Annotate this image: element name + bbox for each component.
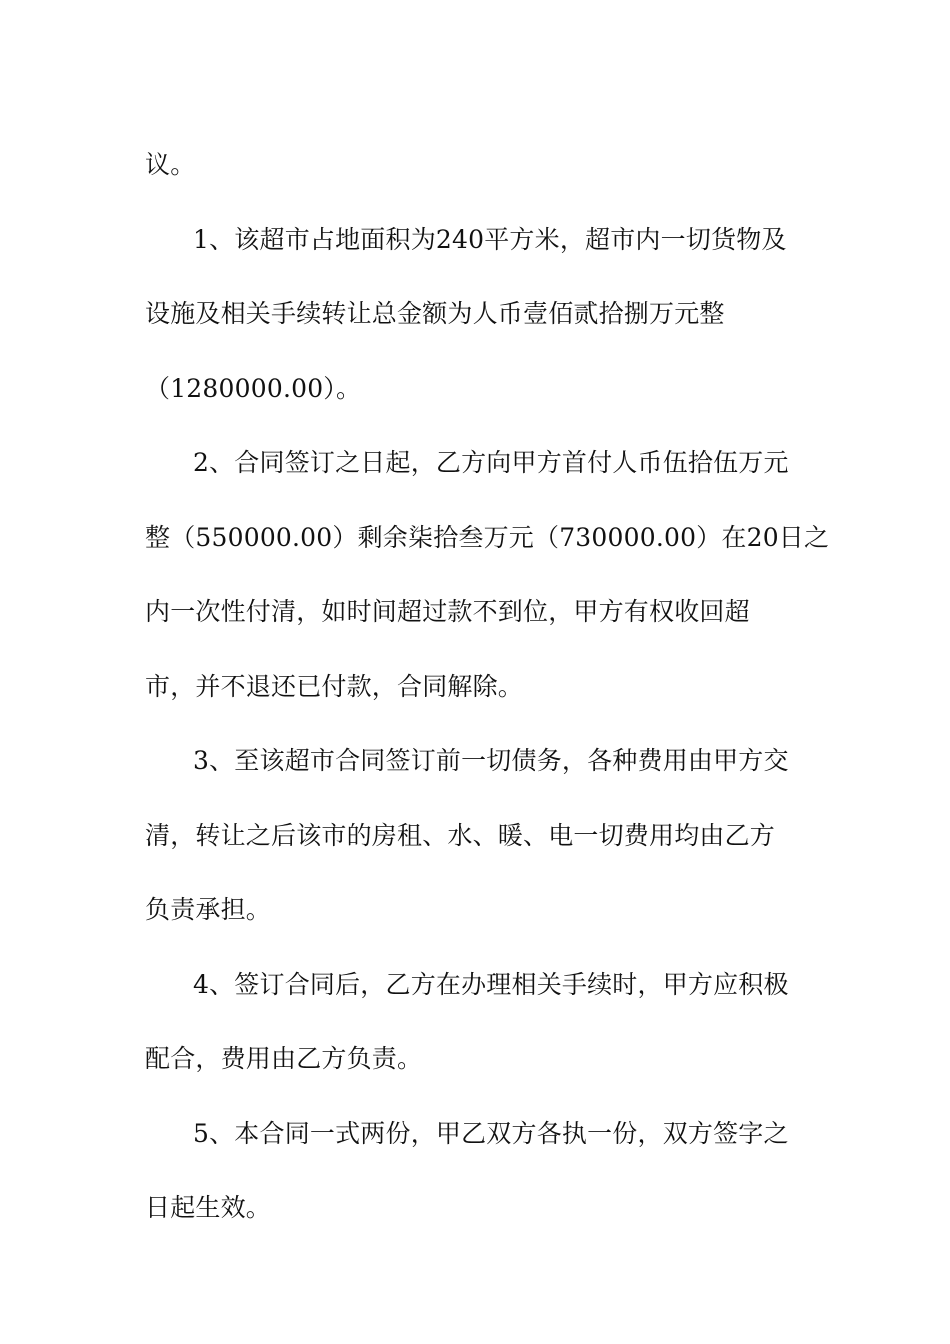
text-line: 日起生效。 xyxy=(145,1193,272,1222)
contract-body xyxy=(145,128,830,1246)
text-line: 设施及相关手续转让总金额为人币壹佰贰拾捌万元整 xyxy=(145,299,725,328)
text-line: 市，并不退还已付款，合同解除。 xyxy=(145,671,524,701)
text-line: 议。 xyxy=(145,150,196,179)
text-line: 清，转让之后该市的房租、水、暖、电一切费用均由乙方 xyxy=(145,820,776,850)
text-line: 整（550000.00）剩余柒拾叁万元（730000.00）在20日之 xyxy=(145,522,830,552)
text-line-clause-4: 4、签订合同后，乙方在办理相关手续时，甲方应积极 xyxy=(193,969,789,999)
text-line: （1280000.00）。 xyxy=(145,373,362,403)
text-line-clause-1: 1、该超市占地面积为240平方米，超市内一切货物及 xyxy=(193,224,787,254)
text-line: 负责承担。 xyxy=(145,895,272,924)
text-line-clause-3: 3、至该超市合同签订前一切债务，各种费用由甲方交 xyxy=(193,746,789,775)
text-line-clause-2: 2、合同签订之日起，乙方向甲方首付人币伍拾伍万元 xyxy=(193,448,789,477)
text-line-clause-5: 5、本合同一式两份，甲乙双方各执一份，双方签字之 xyxy=(193,1118,789,1148)
text-line: 内一次性付清，如时间超过款不到位，甲方有权收回超 xyxy=(145,597,750,626)
text-line: 配合，费用由乙方负责。 xyxy=(145,1044,423,1073)
